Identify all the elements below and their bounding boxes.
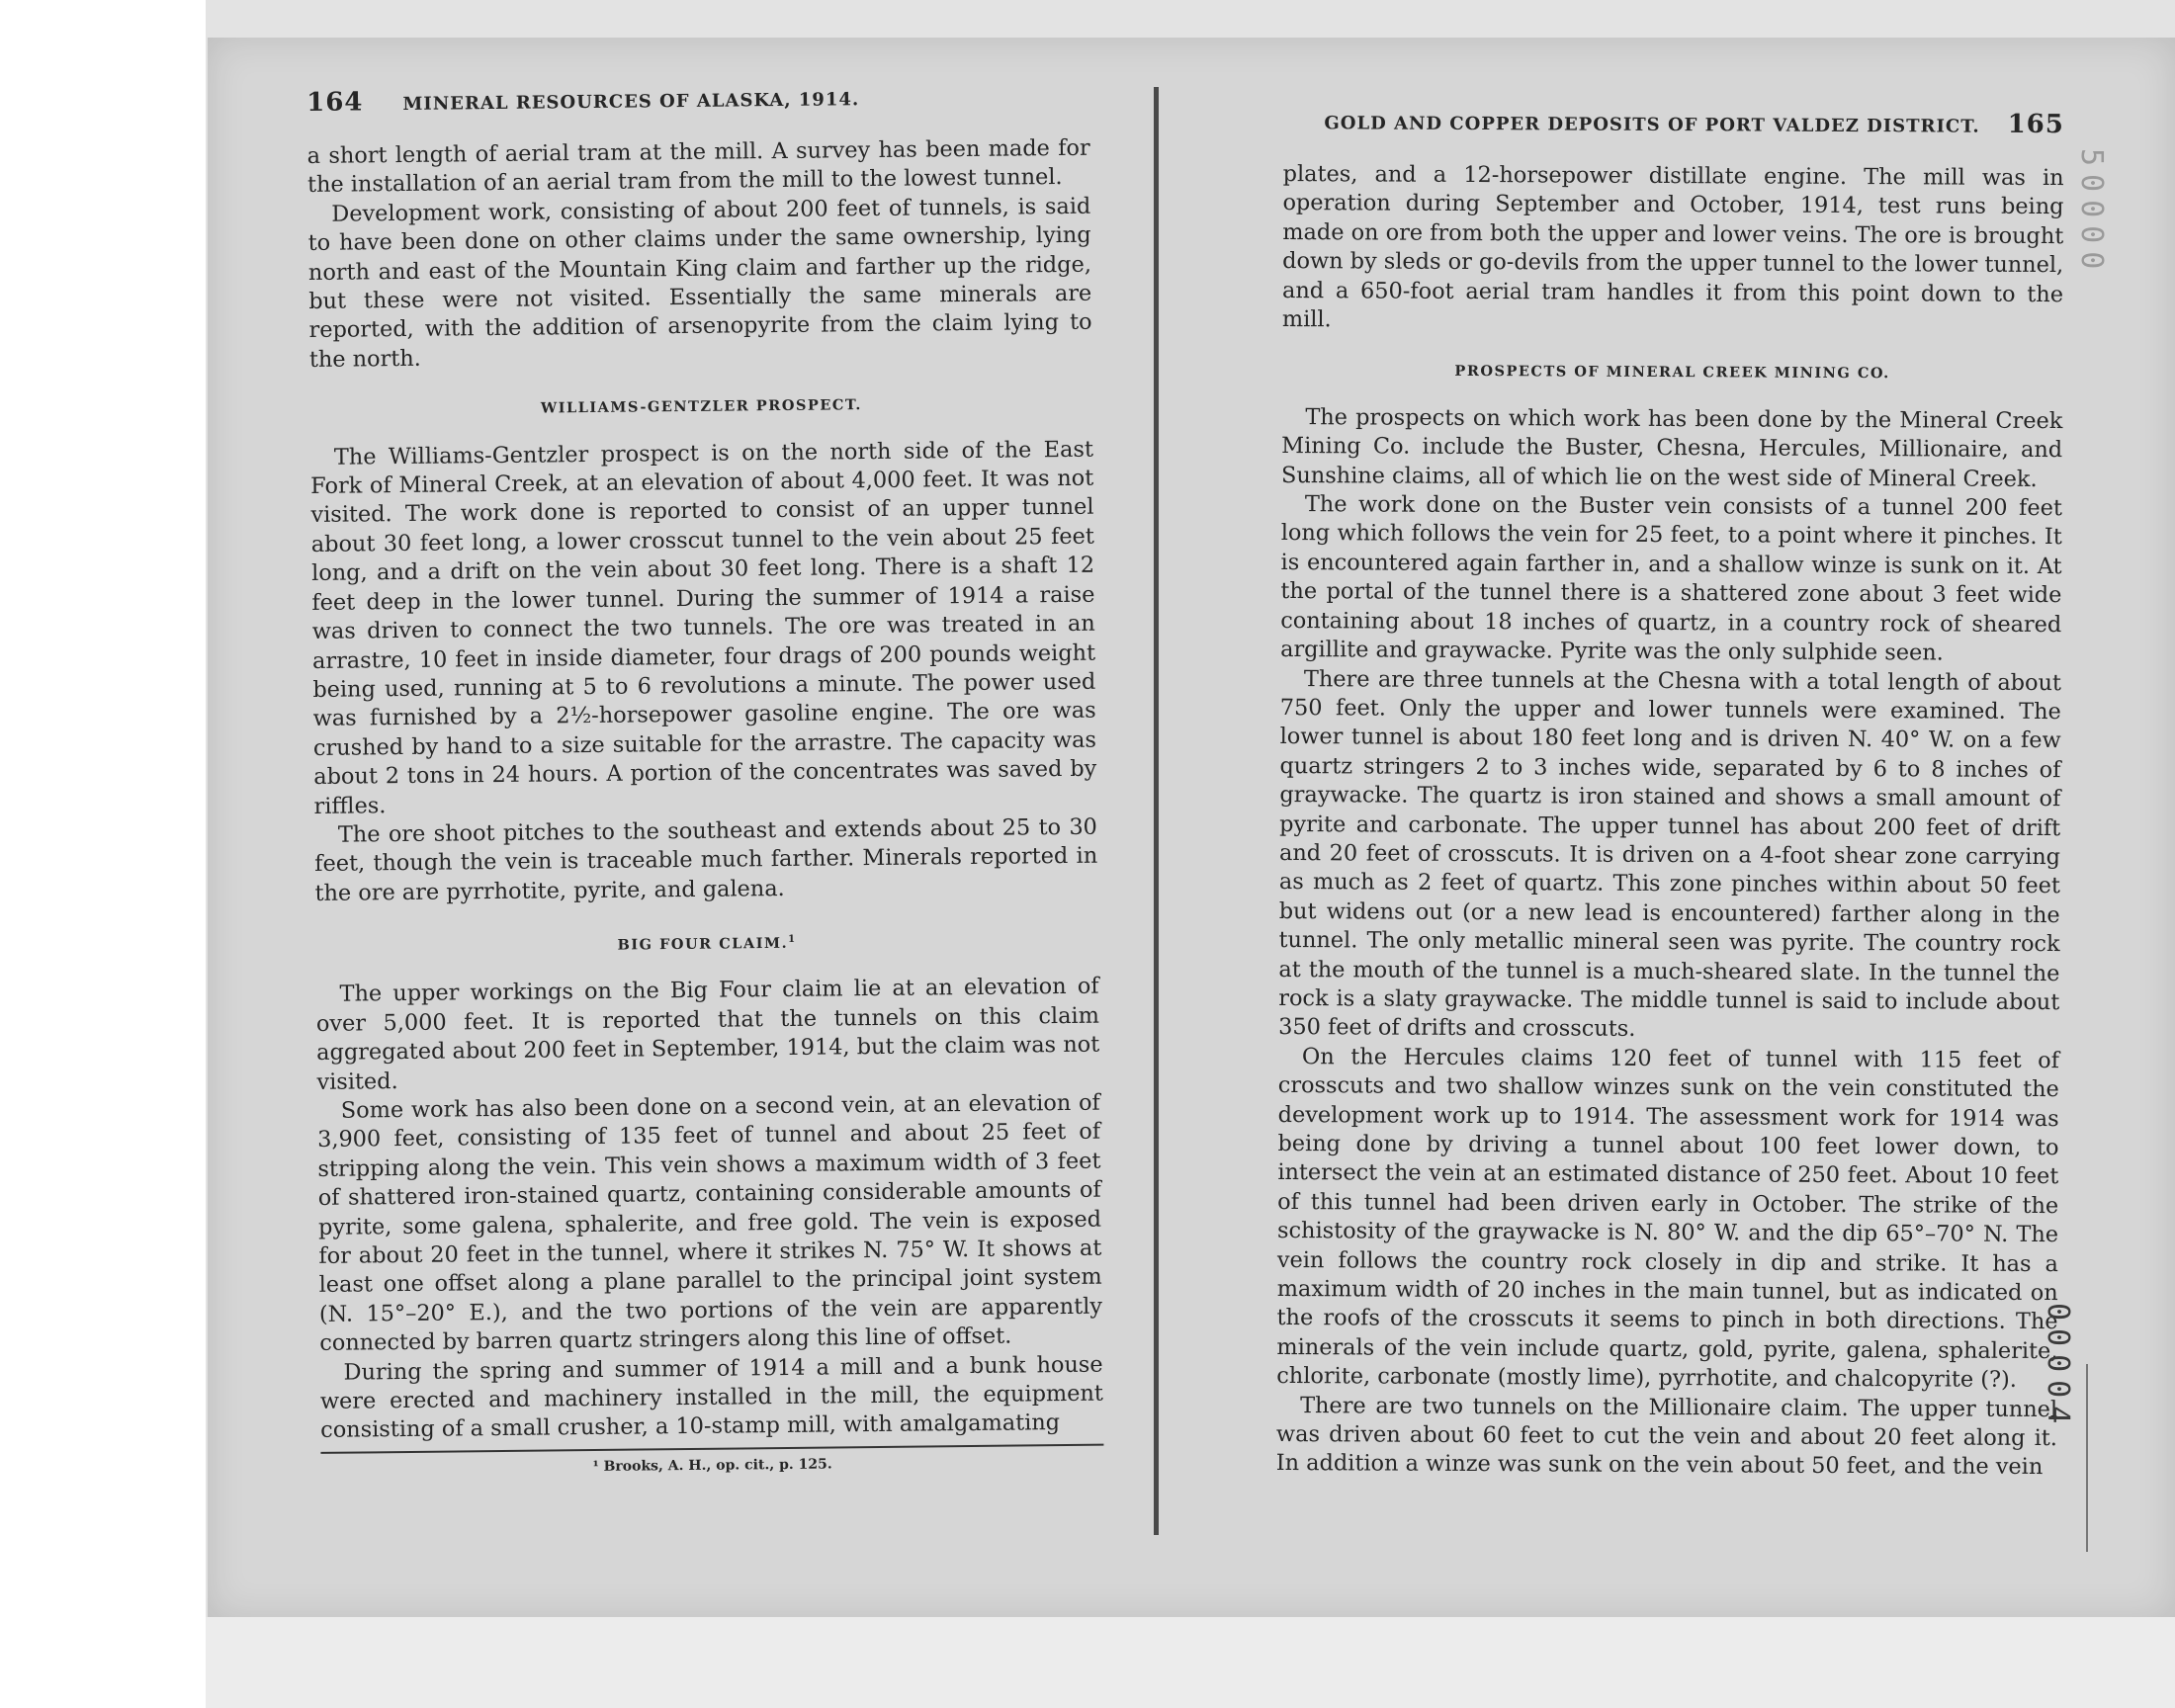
page-edge	[206, 1617, 2175, 1708]
right-running-head	[1283, 107, 2064, 156]
big-four-paragraph-3: During the spring and summer of 1914 a mill and a bunk house were erected and machinery installed in the mill, the equipment consisting of a small crusher, a 10-stamp mill, with amalgamating	[319, 1351, 1103, 1444]
big-four-heading-text: BIG FOUR CLAIM.	[617, 934, 789, 954]
mineral-creek-paragraph-3: There are three tunnels at the Chesna with a total length of about 750 feet. Only the upper and lower tunnels were examined. The lower tunnel is about 180 feet long and is driven N. 40° W. on a few quartz stringers 2 to 3 inches wide, separated by 6 to 8 inches of graywacke. The quartz is iron stained and shows a small amount of pyrite and carbonate. The upper tunnel has about 200 feet of drift and 20 feet of crosscuts. It is driven on a 4-foot shear zone carrying as much as 2 feet of quartz. This zone pinches within about 50 feet but widens out (or a new lead is encountered) farther along in the tunnel. The only metallic mineral seen was pyrite. The country rock at the mouth of the tunnel is a much-sheared slate. In the tunnel the rock is a slaty graywacke. The middle tunnel is said to include about 350 feet of drifts and crosscuts.	[1278, 665, 2062, 1043]
section-heading-mineral-creek: PROSPECTS OF MINERAL CREEK MINING CO.	[1454, 363, 1890, 383]
left-running-head	[306, 81, 1089, 134]
left-paragraph: a short length of aerial tram at the mill. A survey has been made for the installation of an aerial tram from the mill to the lowest tunnel.	[306, 134, 1090, 199]
left-page	[306, 81, 1104, 1480]
section-heading-williams-gentzler: WILLIAMS-GENTZLER PROSPECT.	[540, 396, 862, 417]
left-page-number: 164	[305, 87, 364, 118]
left-running-title: MINERAL RESOURCES OF ALASKA, 1914.	[402, 89, 860, 115]
section-heading-big-four	[315, 922, 1098, 964]
williams-paragraph-1: The Williams-Gentzler prospect is on the north side of the East Fork of Mineral Creek, at an elevation of about 4,000 feet. It was not visited. The work done is reported to consist of an upper tunnel about 30 feet long, a lower crosscut tunnel to the vein about 25 feet long, and a drift on the vein about 30 feet long. There is a shaft 12 feet deep in the lower tunnel. During the summer of 1914 a raise was driven to connect the two tunnels. The ore was treated in an arrastre, 10 feet in inside diameter, four drags of 200 pounds weight being used, running at 5 to 6 revolutions a minute. The power used was furnished by a 2½-horsepower gasoline engine. The ore was crushed by hand to a size suitable for the arrastre. The capacity was about 2 tons in 24 hours. A portion of the concentrates was saved by riffles.	[310, 436, 1097, 819]
right-paragraph-continued: plates, and a 12-horsepower distillate engine. The mill was in operation during September and October, 1914, test runs being made on ore from both the upper and lower veins. The ore is brought down by sleds or go-devils from the upper tunnel to the lower tunnel, and a 650-foot aerial tram handles it from this point down to the mill.	[1281, 160, 2064, 333]
margin-stamp-bottom: 00004	[2041, 1303, 2075, 1432]
big-four-paragraph-1: The upper workings on the Big Four claim lie at an elevation of over 5,000 feet. It is reported that the tunnels on this claim aggregated about 200 feet in September, 1914, but the claim was not visited.	[315, 974, 1100, 1095]
footnote: ¹ Brooks, A. H., op. cit., p. 125.	[592, 1456, 832, 1475]
mineral-creek-paragraph-5: There are two tunnels on the Millionaire claim. The upper tunnel was driven about 60 feet to cut the vein and about 20 feet along it. In addition a winze was sunk on the vein about 50 feet, and the vein	[1275, 1392, 2058, 1481]
mineral-creek-paragraph-4: On the Hercules claims 120 feet of tunnel with 115 feet of crosscuts and two shallow winzes sunk on the vein constituted the development work up to 1914. The assessment work for 1914 was being done by driving a tunnel about 100 feet lower down, to intersect the vein at an estimated distance of 250 feet. About 10 feet of this tunnel had been driven early in October. The strike of the schistosity of the graywacke is N. 80° W. and the dip 65°–70° N. The vein follows the country rock closely in dip and strike. It has a maximum width of 20 inches in the main tunnel, but as indicated on the roofs of the crosscuts it seems to pinch in both directions. The minerals of the vein include quartz, gold, pyrite, galena, sphalerite, chlorite, carbonate (mostly lime), pyrrhotite, and chalcopyrite (?).	[1276, 1043, 2060, 1394]
right-page	[1276, 107, 2064, 1483]
margin-stamp-top: 50000	[2074, 148, 2109, 278]
williams-paragraph-2: The ore shoot pitches to the southeast and extends about 25 to 30 feet, though the vein is traceable much farther. Minerals reported in the ore are pyrrhotite, pyrite, and galena.	[314, 813, 1098, 906]
big-four-paragraph-2: Some work has also been done on a second vein, at an elevation of 3,900 feet, consisting of 135 feet of tunnel and about 25 feet of stripping along the vein. This vein shows a maximum width of 3 feet of shattered iron-stained quartz, containing considerable amounts of pyrite, some galena, sphalerite, and free gold. The vein is exposed for about 20 feet in the tunnel, where it strikes N. 75° W. It shows at least one offset along a plane parallel to the principal joint system (N. 15°–20° E.), and the two portions of the vein are apparently connected by barren quartz stringers along this line of offset.	[316, 1089, 1103, 1357]
mineral-creek-paragraph-2: The work done on the Buster vein consists of a tunnel 200 feet long which follows the vein for 25 feet, to a point where it pinches. It is encountered again farther in, and a shallow winze is sunk on it. At the portal of the tunnel there is a shattered zone about 3 feet wide containing about 18 inches of quartz, in a country rock of sheared argillite and graywacke. Pyrite was the only sulphide seen.	[1280, 491, 2062, 666]
book-gutter	[1154, 87, 1159, 1535]
margin-rule	[2086, 1364, 2088, 1552]
right-running-title: GOLD AND COPPER DEPOSITS OF PORT VALDEZ DISTRICT.	[1324, 113, 1980, 137]
footnote-marker: 1	[787, 934, 797, 946]
mineral-creek-paragraph-1: The prospects on which work has been done by the Mineral Creek Mining Co. include the Buster, Chesna, Hercules, Millionaire, and Sunshine claims, all of which lie on the west side of Mineral Creek.	[1280, 403, 2063, 492]
left-paragraph: Development work, consisting of about 200 feet of tunnels, is said to have been done on other claims under the same ownership, lying north and east of the Mountain King claim and farther up the ridge, but these were not visited. Essentially the same minerals are reported, with the addition of arsenopyrite from the claim lying to the north.	[307, 193, 1092, 373]
right-page-number: 165	[2007, 109, 2064, 140]
